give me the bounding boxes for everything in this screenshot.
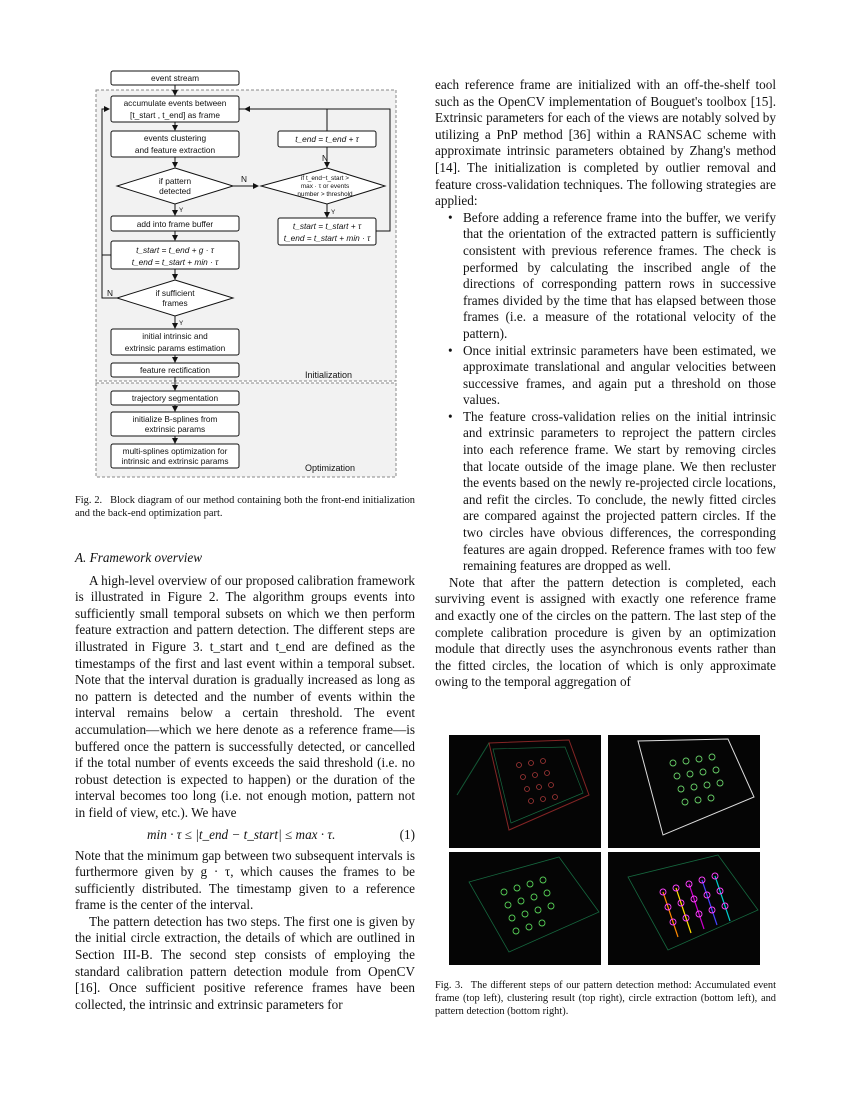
events-clustering-line1: events clustering [143, 133, 207, 143]
branch-label-y-2: Y [331, 209, 336, 216]
strategy-item-velocity: • Once initial extrinsic parameters have been estimated, we approximate translational and angular velocities between successive frames, and again put a threshold on those values. [435, 343, 776, 409]
multispline-line1: multi-splines optimization for [122, 446, 228, 456]
right-paragraph-1: each reference frame are initialized with an off-the-shelf tool such as the OpenCV implementation of Bouguet's toolbox [15]. Extrinsic parameters for each of the views are notably solved by utilizing a PnP method [36] within a RANSAC scheme with approximate intrinsic parameters obtained by Zhang's method [14]. The initialization is completed by outlier removal and feature cross-validation techniques. The following strategies are applied: [435, 77, 776, 209]
branch-label-n-2: N [322, 153, 328, 163]
tstart-tau-line1: t_start = t_start + τ [292, 221, 362, 231]
figure-3-caption [435, 979, 776, 1018]
tend-update-label: t_end = t_end + τ [295, 134, 359, 144]
framework-paragraph-2: Note that the minimum gap between two subsequent intervals is furthermore given by g · τ, which causes the frames to be sufficiently distributed. The timestamp given to a reference frame is the center of the interval. [75, 847, 415, 913]
branch-label-n: N [241, 174, 247, 184]
add-buffer-label: add into frame buffer [136, 219, 214, 229]
right-column-text [435, 77, 776, 691]
accumulate-events-line1: accumulate events between [123, 98, 227, 108]
feature-rectification-label: feature rectification [139, 365, 211, 375]
event-stream-label: event stream [151, 73, 199, 83]
framework-paragraph-1: A high-level overview of our proposed calibration framework is illustrated in Figure 2. The algorithm groups events into sufficiently small temporal subsets on which we then perform feature extraction and pattern detection. The different steps are illustrated in Figure 3. t_start and t_end are defined as the timestamps of the first and last event within a temporal subset. Note that the interval duration is gradually increased as long as no pattern is detected and the number of events within the interval remains below a certain threshold. The event accumulation—which we here denote as a reference frame—is buffered once the pattern is successfully detected, or cancelled if the total number of events exceeds the said threshold (i.e. no robust detection is expected to happen) or the duration of the interval becomes too long (i.e. not enough motion, pattern not in field of view, etc.). We have [75, 572, 415, 820]
bspline-init-line1: initialize B-splines from [132, 414, 218, 424]
equation-1-body: min · τ ≤ |t_end − t_start| ≤ max · τ. [147, 826, 336, 842]
multispline-line2: intrinsic and extrinsic params [121, 456, 229, 466]
tstart-g-line1: t_start = t_end + g · τ [136, 245, 214, 255]
clustering-result-image [608, 735, 760, 848]
branch-label-y: Y [179, 207, 184, 214]
max-threshold-line1: if t_end−t_start > [301, 175, 349, 182]
branch-label-n-3: N [107, 288, 113, 298]
initial-estimation-line1: initial intrinsic and [142, 331, 208, 341]
figure-2-caption-label: Fig. 2. [75, 495, 103, 506]
equation-1-number: (1) [399, 826, 415, 842]
strategy-item-orientation: • Before adding a reference frame into the buffer, we verify that the orientation of the extracted pattern is sufficiently consistent with previous reference frames. The check is performed by calculating the inscribed angle of the directions of corresponding pattern rows in successive frames divided by the time that has elapsed between those frames (i.e. a measure of the rotational velocity of the pattern). [435, 210, 776, 343]
events-clustering-line2: and feature extraction [134, 145, 216, 155]
trajectory-segmentation-label: trajectory segmentation [131, 393, 219, 403]
tstart-tau-line2: t_end = t_start + min · τ [283, 233, 371, 243]
figure-3-caption-label: Fig. 3. [435, 980, 463, 991]
left-column-text [75, 550, 415, 1013]
framework-paragraph-3: The pattern detection has two steps. The first one is given by the initial circle extraction, the details of which are outlined in Section III-B. The second step consists of employing the standard calibration pattern detection module from OpenCV [16]. Once sufficient positive reference frames have been collected, the intrinsic and extrinsic parameters for [75, 913, 415, 1012]
tstart-g-line2: t_end = t_start + min · τ [131, 257, 219, 267]
circle-extraction-image [449, 852, 601, 965]
right-paragraph-2: Note that after the pattern detection is completed, each surviving event is assigned with exactly one reference frame and exactly one of the circles on the pattern. The last step of the complete calibration procedure is given by an optimization module that directly uses the asynchronous events rather than the fitted circles, the location of which is only approximate owing to the temporal aggregation of [435, 574, 776, 690]
initialization-label: Initialization [305, 370, 353, 380]
branch-label-y-3: Y [179, 320, 184, 327]
accumulate-events-line2: [t_start , t_end] as frame [130, 110, 220, 120]
bspline-init-line2: extrinsic params [144, 424, 206, 434]
initial-estimation-line2: extrinsic params estimation [124, 343, 226, 353]
figure-2-caption [75, 494, 415, 520]
max-threshold-line2: max · τ or events [300, 183, 350, 190]
figure-2-block-diagram [75, 68, 420, 478]
strategy-list [435, 210, 776, 575]
strategy-item-cross-validation: • The feature cross-validation relies on the initial intrinsic and extrinsic parameters to reproject the pattern circles into each reference frame. We start by removing circles that locate outside of the image plane. We then recluster the events based on the newly re-projected circle locations, and refit the circles. To conclude, the newly fitted circles are compared against the projected pattern circles. If the two circles have obvious differences, the corresponding features are again dropped. Reference frames with too few remaining features are dropped as well. [435, 409, 776, 575]
equation-1 [75, 822, 415, 848]
sufficient-frames-line2: frames [162, 298, 188, 308]
sufficient-frames-line1: if sufficient [155, 288, 195, 298]
figure-3-image-grid [449, 735, 761, 965]
pattern-detected-line1: if pattern [158, 176, 192, 186]
figure-3-caption-text: The different steps of our pattern detection method: Accumulated event frame (top left), clustering result (top right), circle extraction (bottom left), and pattern detection (bottom right). [435, 980, 776, 1017]
pattern-detection-image [608, 852, 760, 965]
section-heading: A. Framework overview [75, 550, 203, 565]
optimization-label: Optimization [305, 463, 356, 473]
pattern-detected-line2: detected [159, 186, 191, 196]
max-threshold-line3: number > threshold [297, 191, 353, 198]
accumulated-event-frame-image [449, 735, 601, 848]
figure-2-caption-text: Block diagram of our method containing both the front-end initialization and the back-end optimization part. [75, 495, 415, 519]
